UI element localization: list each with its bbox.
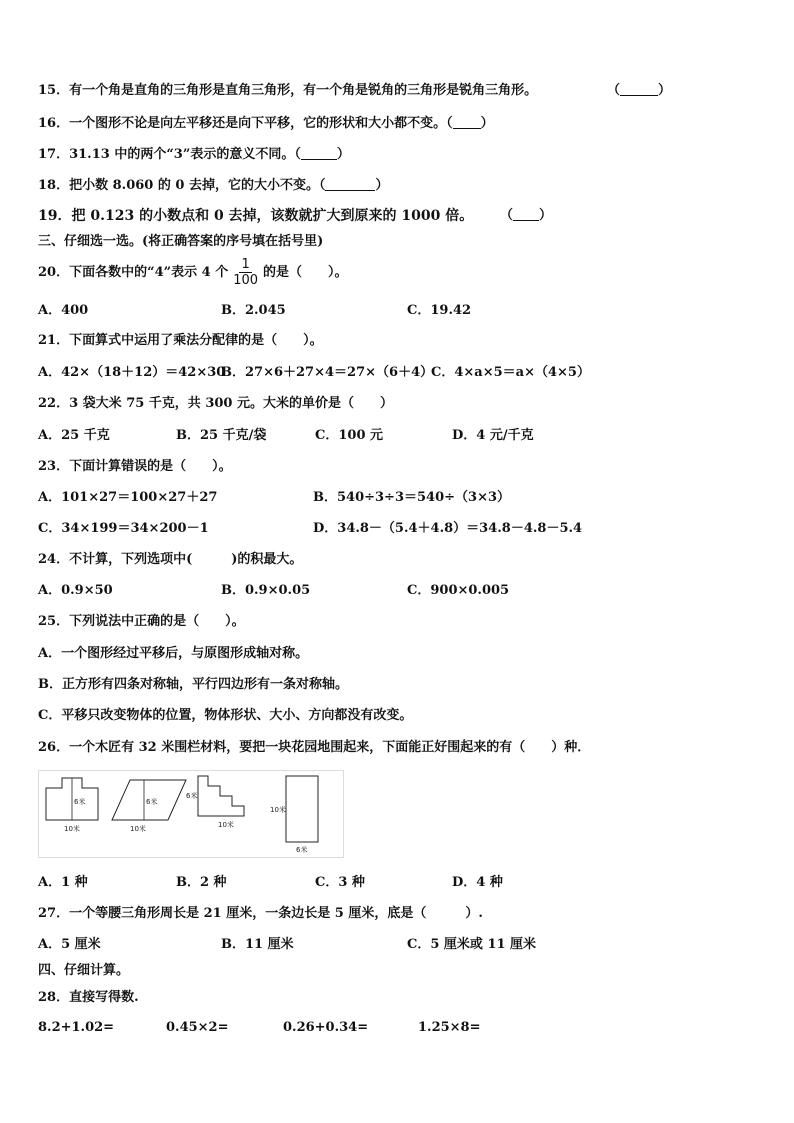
fraction-denominator: 100 — [233, 273, 259, 288]
question-22: 22．3 袋大米 75 千克，共 300 元。大米的单价是（ ） — [38, 396, 393, 411]
q24-option-c[interactable]: C．900×0.005 — [407, 583, 510, 598]
figure-2-width-label: 10米 — [130, 825, 146, 833]
q23-option-b[interactable]: B．540÷3÷3＝540÷（3×3） — [313, 490, 511, 505]
q23-option-c[interactable]: C．34×199＝34×200－1 — [38, 521, 209, 536]
question-16: 16．一个图形不论是向左平移还是向下平移，它的形状和大小都不变。（ ） — [38, 116, 494, 131]
question-17: 17．31.13 中的两个“3”表示的意义不同。（ ） — [38, 147, 350, 162]
q26-option-d[interactable]: D．4 种 — [452, 875, 503, 890]
q22-option-a[interactable]: A．25 千克 — [38, 428, 110, 443]
question-24: 24．不计算，下列选项中( )的积最大。 — [38, 552, 303, 567]
q25-option-b[interactable]: B．正方形有四条对称轴，平行四边形有一条对称轴。 — [38, 677, 348, 692]
question-20-suffix: 的是（ ）。 — [263, 265, 348, 280]
q25-option-a[interactable]: A．一个图形经过平移后，与原图形成轴对称。 — [38, 646, 309, 661]
figure-2-height-label: 6米 — [146, 798, 158, 806]
q20-option-c[interactable]: C．19.42 — [407, 303, 472, 318]
question-19-answer-paren[interactable]: （ ） — [500, 208, 553, 223]
answer-blank[interactable] — [513, 208, 539, 221]
question-20 — [38, 256, 348, 290]
fraction — [231, 257, 260, 288]
question-15-text: 15．有一个角是直角的三角形是直角三角形，有一个角是锐角的三角形是锐角三角形。 — [38, 83, 538, 98]
q28-item-1: 8.2+1.02= — [38, 1020, 115, 1035]
question-19-text: 19．把 0.123 的小数点和 0 去掉，该数就扩大到原来的 1000 倍。 — [38, 208, 474, 224]
figure-3-height-label: 6米 — [186, 792, 198, 800]
q24-option-b[interactable]: B．0.9×0.05 — [221, 583, 311, 598]
q23-option-a[interactable]: A．101×27＝100×27＋27 — [38, 490, 218, 505]
figure-3-width-label: 10米 — [218, 821, 234, 829]
fraction-numerator: 1 — [241, 257, 250, 272]
q28-item-4: 1.25×8= — [418, 1020, 481, 1035]
question-25: 25．下列说法中正确的是（ ）。 — [38, 614, 245, 629]
question-19 — [38, 208, 473, 224]
question-20-prefix: 20．下面各数中的“4”表示 4 个 — [38, 265, 229, 280]
q27-option-a[interactable]: A．5 厘米 — [38, 937, 101, 952]
question-23: 23．下面计算错误的是（ ）。 — [38, 459, 232, 474]
q22-option-c[interactable]: C．100 元 — [315, 428, 384, 443]
q21-option-c[interactable]: C．4×a×5＝a×（4×5） — [431, 365, 590, 380]
q21-option-a[interactable]: A．42×（18＋12）＝42×30 — [38, 365, 226, 380]
answer-blank[interactable] — [620, 83, 658, 96]
q25-option-c[interactable]: C．平移只改变物体的位置，物体形状、大小、方向都没有改变。 — [38, 708, 413, 723]
figure-4-width-label: 6米 — [296, 846, 308, 854]
q20-option-b[interactable]: B．2.045 — [221, 303, 286, 318]
question-18: 18．把小数 8.060 的 0 去掉，它的大小不变。（ ） — [38, 178, 389, 193]
q21-option-b[interactable]: B．27×6＋27×4＝27×（6＋4） — [221, 365, 434, 380]
q26-option-a[interactable]: A．1 种 — [38, 875, 88, 890]
figure-1-width-label: 10米 — [64, 825, 80, 833]
q22-option-b[interactable]: B．25 千克/袋 — [176, 428, 267, 443]
question-15 — [38, 83, 537, 99]
section-3-heading: 三、仔细选一选。(将正确答案的序号填在括号里) — [38, 234, 324, 249]
q27-option-c[interactable]: C．5 厘米或 11 厘米 — [407, 937, 537, 952]
answer-blank[interactable] — [453, 116, 481, 129]
figure-4-height-label: 10米 — [270, 806, 286, 814]
figure-1-height-label: 6米 — [74, 798, 86, 806]
section-4-heading: 四、仔细计算。 — [38, 963, 130, 978]
question-18-text: 18．把小数 8.060 的 0 去掉，它的大小不变。（ — [38, 178, 326, 193]
q28-item-3: 0.26+0.34= — [283, 1020, 369, 1035]
q20-option-a[interactable]: A．400 — [38, 303, 89, 318]
question-15-answer-paren[interactable]: （ ） — [607, 83, 672, 98]
figure-frame — [39, 771, 344, 858]
question-27: 27．一个等腰三角形周长是 21 厘米，一条边长是 5 厘米，底是（ ）. — [38, 906, 483, 921]
question-28: 28．直接写得数. — [38, 990, 139, 1005]
q27-option-b[interactable]: B．11 厘米 — [221, 937, 294, 952]
q26-option-c[interactable]: C．3 种 — [315, 875, 365, 890]
q22-option-d[interactable]: D．4 元/千克 — [452, 428, 534, 443]
answer-blank[interactable] — [325, 178, 375, 191]
q28-item-2: 0.45×2= — [166, 1020, 229, 1035]
question-21: 21．下面算式中运用了乘法分配律的是（ ）。 — [38, 333, 323, 348]
question-17-text: 17．31.13 中的两个“3”表示的意义不同。（ — [38, 147, 301, 162]
fence-figures — [38, 770, 344, 858]
q23-option-d[interactable]: D．34.8－（5.4＋4.8）＝34.8－4.8－5.4 — [313, 521, 583, 536]
answer-blank[interactable] — [301, 147, 337, 160]
q24-option-a[interactable]: A．0.9×50 — [38, 583, 113, 598]
question-26: 26．一个木匠有 32 米围栏材料，要把一块花园地围起来，下面能正好围起来的有（ ）种． — [38, 740, 591, 755]
q26-option-b[interactable]: B．2 种 — [176, 875, 227, 890]
question-16-text: 16．一个图形不论是向左平移还是向下平移，它的形状和大小都不变。（ — [38, 116, 453, 131]
